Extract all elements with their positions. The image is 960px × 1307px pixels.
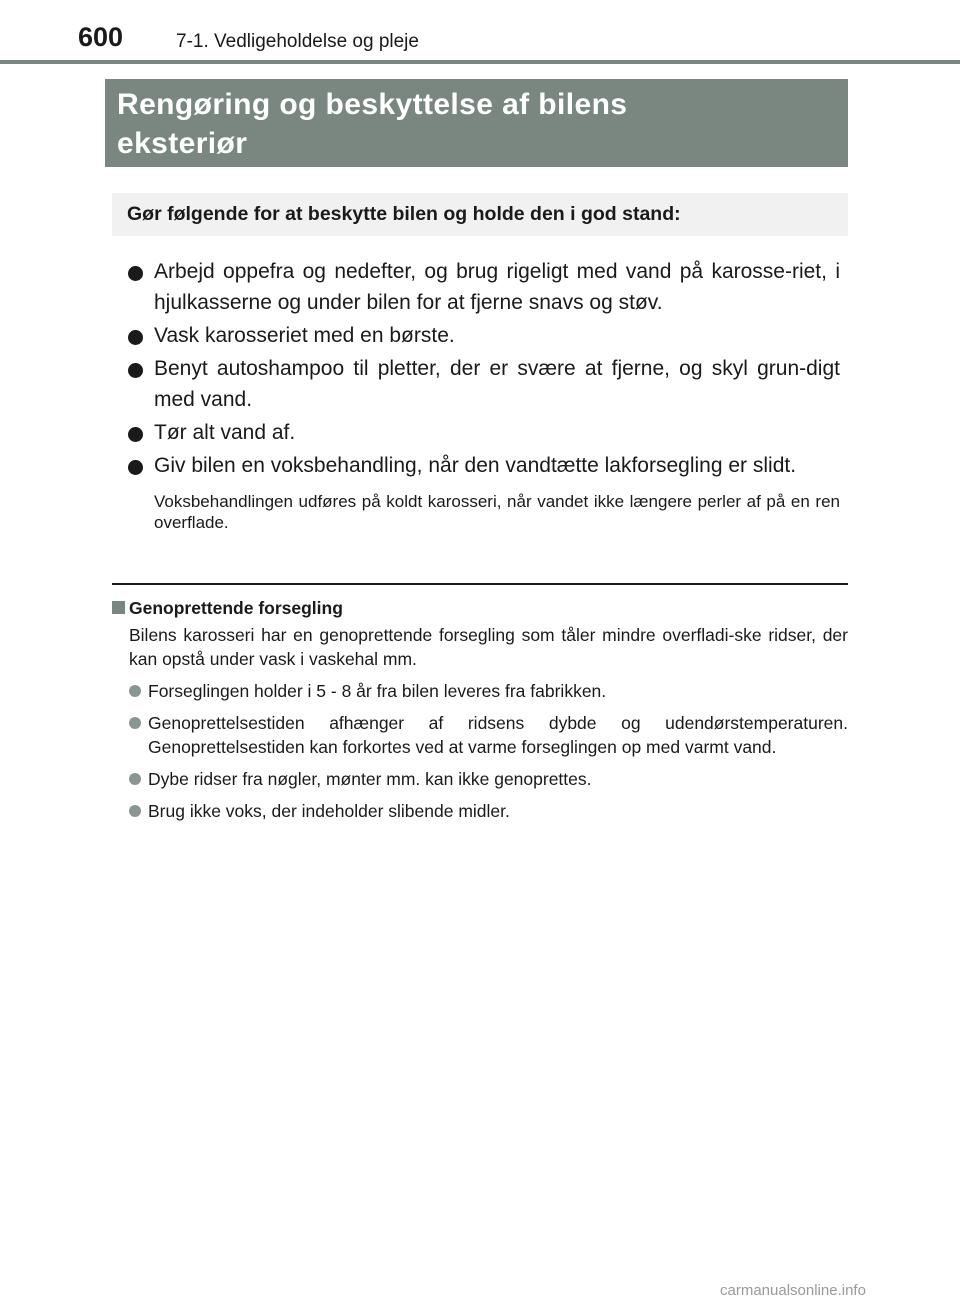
list-item: [128, 256, 840, 318]
list-item: [129, 767, 848, 791]
bullet-icon: [128, 427, 143, 442]
list-item-text: Arbejd oppefra og nedefter, og brug rigeligt med vand på karosse-riet, i hjulkasserne og under bilen for at fjerne snavs og støv.: [154, 260, 840, 314]
list-item: [128, 417, 840, 448]
bullet-icon: [129, 717, 141, 729]
info-heading: [112, 597, 848, 619]
info-heading-text: Genoprettende forsegling: [129, 598, 343, 618]
bullet-icon: [128, 266, 143, 281]
section-divider: [112, 583, 848, 585]
note-text: Voksbehandlingen udføres på koldt karosseri, når vandet ikke længere perler af på en ren overflade.: [154, 492, 840, 532]
title-banner: [105, 79, 848, 167]
info-section: [112, 597, 848, 823]
info-list: [112, 679, 848, 823]
list-item-text: Brug ikke voks, der indeholder slibende midler.: [148, 801, 510, 821]
bullet-icon: [129, 685, 141, 697]
page-number: 600: [78, 22, 124, 52]
list-item: [129, 711, 848, 759]
list-item-text: Forseglingen holder i 5 - 8 år fra bilen leveres fra fabrikken.: [148, 681, 607, 701]
list-item: [128, 450, 840, 481]
list-item: [129, 679, 848, 703]
square-bullet-icon: [112, 601, 125, 614]
list-item-text: Tør alt vand af.: [154, 421, 296, 444]
list-item: [128, 320, 840, 351]
header-rule: [0, 60, 960, 64]
bullet-icon: [129, 773, 141, 785]
intro-text: Gør følgende for at beskytte bilen og holde den i god stand:: [127, 203, 681, 225]
list-item-text: Genoprettelsestiden afhænger af ridsens dybde og udendørstemperaturen. Genoprettelsestiden kan forkortes ved at varme forseglingen op med varmt vand.: [148, 713, 848, 757]
bullet-icon: [128, 330, 143, 345]
section-label: 7-1. Vedligeholdelse og pleje: [176, 31, 419, 52]
intro-box: [112, 193, 848, 236]
list-item: [129, 799, 848, 823]
page-title: [117, 85, 836, 163]
info-paragraph: Bilens karosseri har en genoprettende forsegling som tåler mindre overfladi-ske ridser, der kan opstå under vask i vaskehal mm.: [129, 625, 848, 669]
list-item-text: Dybe ridser fra nøgler, mønter mm. kan ikke genoprettes.: [148, 769, 592, 789]
list-note: [128, 491, 840, 533]
list-item-text: Giv bilen en voksbehandling, når den vandtætte lakforsegling er slidt.: [154, 454, 797, 477]
page-title-line-2: eksteriør: [117, 127, 248, 160]
list-item-text: Benyt autoshampoo til pletter, der er svære at fjerne, og skyl grun-digt med vand.: [154, 357, 840, 411]
bullet-icon: [128, 363, 143, 378]
list-item: [128, 353, 840, 415]
bullet-icon: [128, 460, 143, 475]
page-header: [0, 0, 960, 66]
watermark: carmanualsonline.info: [720, 1282, 866, 1299]
list-item-text: Vask karosseriet med en børste.: [154, 324, 455, 347]
bullet-icon: [129, 805, 141, 817]
main-list: [128, 256, 840, 533]
page-title-line-1: Rengøring og beskyttelse af bilens: [117, 88, 628, 121]
